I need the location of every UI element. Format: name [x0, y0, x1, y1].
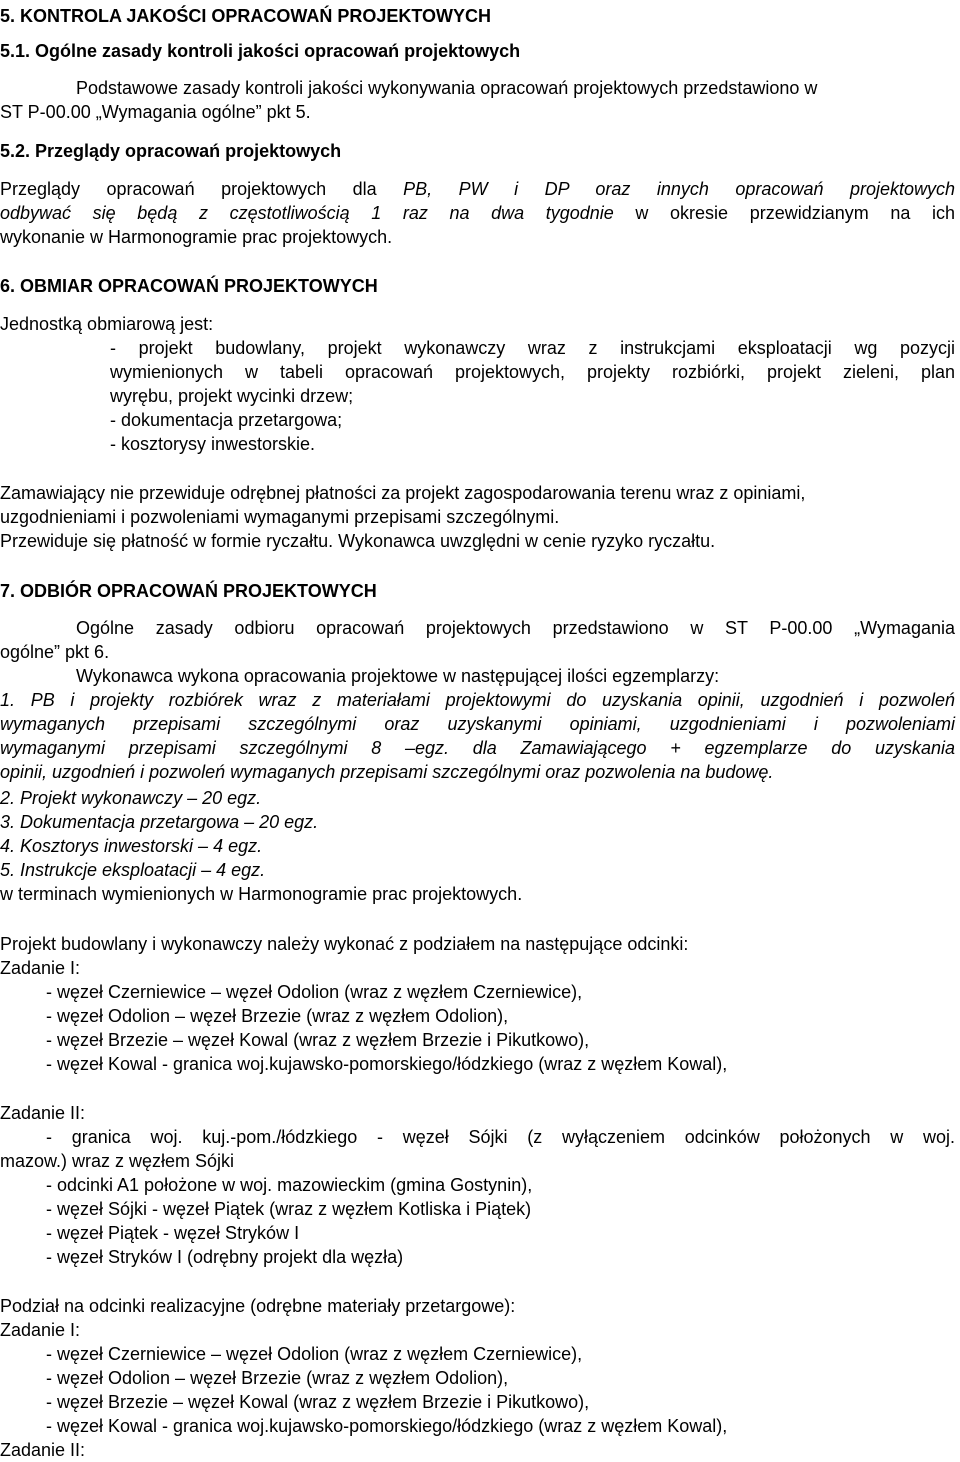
- section-5-2-paragraph-line-2: [0, 202, 955, 224]
- section-7-paragraph-2: Wykonawca wykona opracowania projektowe w następującej ilości egzemplarzy:: [76, 666, 720, 686]
- section-6-bullet-1-line-1: - projekt budowlany, projekt wykonawczy wraz z instrukcjami eksploatacji wg pozycji: [110, 338, 955, 358]
- section-5-2-heading: 5.2. Przeglądy opracowań projektowych: [0, 141, 342, 161]
- section-7-paragraph-1-line-1: Ogólne zasady odbioru opracowań projektowych przedstawiono w ST P-00.00 „Wymagania: [76, 618, 955, 638]
- split-2-task-1-item: - węzeł Brzezie – węzeł Kowal (wraz z węzłem Brzezie i Pikutkowo),: [46, 1392, 590, 1412]
- section-5-1-heading: 5.1. Ogólne zasady kontroli jakości opracowań projektowych: [0, 41, 521, 61]
- split-1-task-1-item: - węzeł Odolion – węzeł Brzezie (wraz z węzłem Odolion),: [46, 1006, 509, 1026]
- section-5-1-paragraph-line-1: Podstawowe zasady kontroli jakości wykonywania opracowań projektowych przedstawiono w: [76, 78, 818, 98]
- section-7-item-1-line-2: wymaganych przepisami szczególnymi oraz uzyskanymi opiniami, uzgodnieniami i pozwoleniami: [0, 714, 955, 734]
- section-5-2-text-italic: odbywać się będą z częstotliwością 1 raz na dwa tygodnie: [0, 203, 614, 223]
- split-2-task-1-item: - węzeł Czerniewice – węzeł Odolion (wraz z węzłem Czerniewice),: [46, 1344, 583, 1364]
- split-2-intro: Podział na odcinki realizacyjne (odrębne materiały przetargowe):: [0, 1296, 516, 1316]
- section-7-item-1-line-4: opinii, uzgodnień i pozwoleń wymaganych przepisami szczególnymi oraz pozwolenia na budowę.: [0, 762, 774, 782]
- section-6-paragraph-2: Przewiduje się płatność w formie ryczałtu. Wykonawca uwzględni w cenie ryzyko ryczałtu.: [0, 531, 716, 551]
- section-7-item-3: 3. Dokumentacja przetargowa – 20 egz.: [0, 812, 319, 832]
- split-1-task-2-item-line-2: mazow.) wraz z węzłem Sójki: [0, 1151, 235, 1171]
- section-7-item-2: 2. Projekt wykonawczy – 20 egz.: [0, 788, 262, 808]
- section-5-2-text-italic: PB, PW i DP oraz innych opracowań projektowych: [403, 179, 955, 199]
- split-1-task-2-label: Zadanie II:: [0, 1103, 86, 1123]
- section-7-item-1-line-1: 1. PB i projekty rozbiórek wraz z materiałami projektowymi do uzyskania opinii, uzgodnień i pozwoleń: [0, 690, 955, 710]
- section-5-2-text-regular: Przeglądy opracowań projektowych dla: [0, 179, 404, 199]
- section-5-2-paragraph-line-3: wykonanie w Harmonogramie prac projektowych.: [0, 227, 393, 247]
- split-2-task-1-label: Zadanie I:: [0, 1320, 81, 1340]
- section-6-bullet-2: - dokumentacja przetargowa;: [110, 410, 343, 430]
- section-6-bullet-3: - kosztorysy inwestorskie.: [110, 434, 316, 454]
- section-7-heading: 7. ODBIÓR OPRACOWAŃ PROJEKTOWYCH: [0, 581, 377, 601]
- section-5-heading: 5. KONTROLA JAKOŚCI OPRACOWAŃ PROJEKTOWYCH: [0, 6, 492, 26]
- split-2-task-2-label: Zadanie II:: [0, 1440, 86, 1460]
- section-7-item-1-line-3: wymaganymi przepisami szczególnymi 8 –egz. dla Zamawiającego + egzemplarze do uzyskania: [0, 738, 955, 758]
- split-1-intro: Projekt budowlany i wykonawczy należy wykonać z podziałem na następujące odcinki:: [0, 934, 689, 954]
- section-6-intro: Jednostką obmiarową jest:: [0, 314, 214, 334]
- section-6-bullet-1-line-2: wymienionych w tabeli opracowań projektowych, projekty rozbiórki, projekt zieleni, plan: [110, 362, 955, 382]
- section-7-terms: w terminach wymienionych w Harmonogramie prac projektowych.: [0, 884, 523, 904]
- split-1-task-2-item: - odcinki A1 położone w woj. mazowieckim (gmina Gostynin),: [46, 1175, 533, 1195]
- section-6-bullet-1-line-3: wyrębu, projekt wycinki drzew;: [110, 386, 354, 406]
- split-1-task-1-label: Zadanie I:: [0, 958, 81, 978]
- split-2-task-1-item: - węzeł Kowal - granica woj.kujawsko-pomorskiego/łódzkiego (wraz z węzłem Kowal),: [46, 1416, 728, 1436]
- split-1-task-2-item: - węzeł Piątek - węzeł Stryków I: [46, 1223, 300, 1243]
- split-2-task-1-item: - węzeł Odolion – węzeł Brzezie (wraz z węzłem Odolion),: [46, 1368, 509, 1388]
- split-1-task-1-item: - węzeł Brzezie – węzeł Kowal (wraz z węzłem Brzezie i Pikutkowo),: [46, 1030, 590, 1050]
- section-6-paragraph-1-line-2: uzgodnieniami i pozwoleniami wymaganymi przepisami szczególnymi.: [0, 507, 560, 527]
- split-1-task-1-item: - węzeł Czerniewice – węzeł Odolion (wraz z węzłem Czerniewice),: [46, 982, 583, 1002]
- section-6-heading: 6. OBMIAR OPRACOWAŃ PROJEKTOWYCH: [0, 276, 378, 296]
- section-7-paragraph-1-line-2: ogólne” pkt 6.: [0, 642, 110, 662]
- split-1-task-1-item: - węzeł Kowal - granica woj.kujawsko-pomorskiego/łódzkiego (wraz z węzłem Kowal),: [46, 1054, 728, 1074]
- section-5-2-text-regular: w okresie przewidzianym na ich: [613, 203, 955, 223]
- split-1-task-2-item-line-1: - granica woj. kuj.-pom./łódzkiego - węzeł Sójki (z wyłączeniem odcinków położonych w woj.: [46, 1127, 955, 1147]
- section-7-item-4: 4. Kosztorys inwestorski – 4 egz.: [0, 836, 263, 856]
- section-5-2-paragraph-line-1: [0, 178, 955, 200]
- section-6-paragraph-1-line-1: Zamawiający nie przewiduje odrębnej płatności za projekt zagospodarowania terenu wraz z opiniami,: [0, 483, 806, 503]
- split-1-task-2-item: - węzeł Sójki - węzeł Piątek (wraz z węzłem Kotliska i Piątek): [46, 1199, 532, 1219]
- split-1-task-2-item: - węzeł Stryków I (odrębny projekt dla węzła): [46, 1247, 404, 1267]
- section-7-item-5: 5. Instrukcje eksploatacji – 4 egz.: [0, 860, 266, 880]
- section-5-1-paragraph-line-2: ST P-00.00 „Wymagania ogólne” pkt 5.: [0, 102, 311, 122]
